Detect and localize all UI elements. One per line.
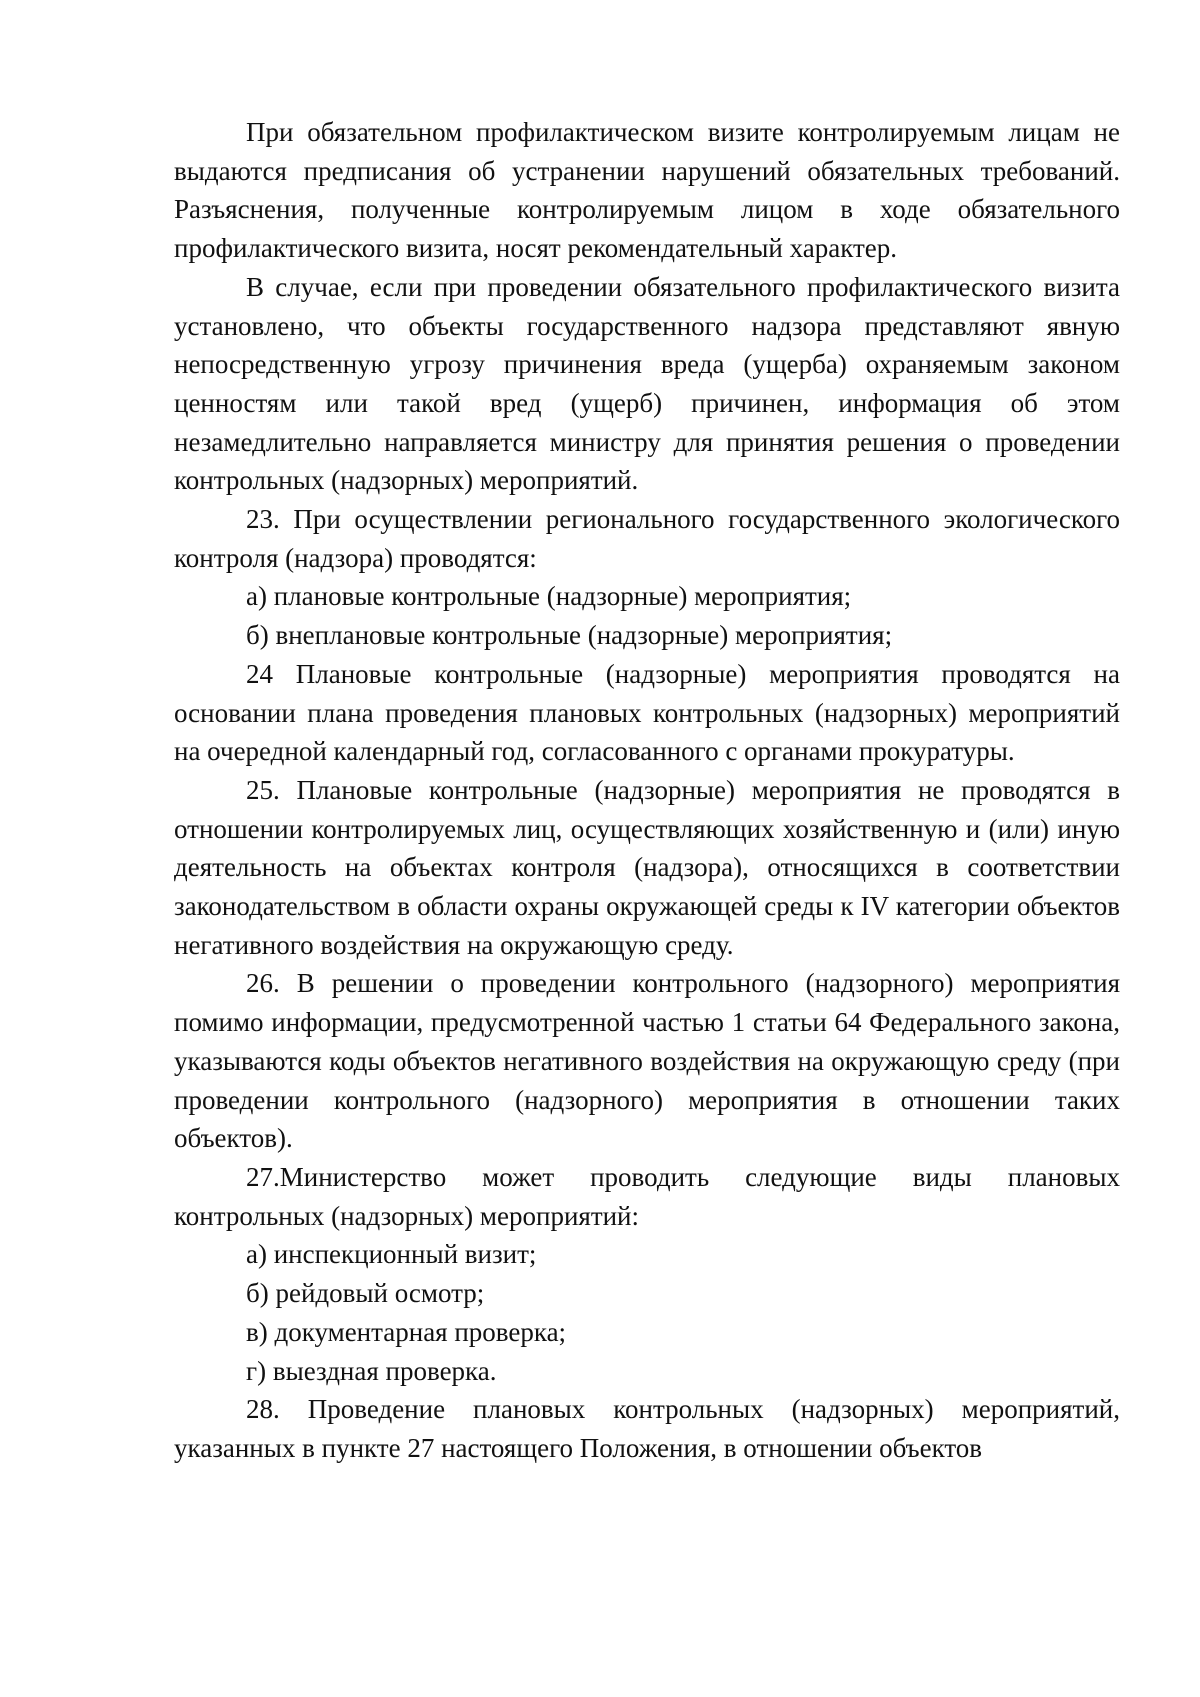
list-item-27b: б) рейдовый осмотр;	[246, 1278, 485, 1309]
paragraph-26: 26. В решении о проведении контрольного (надзорного) мероприятия помимо информации, предусмотренной частью 1 статьи 64 Федерального закона, указываются коды объектов негативного воздействия на окружающую среду (при проведении контрольного (надзорного) мероприятия в отношении таких объектов).	[174, 968, 1120, 1154]
list-item-23a: а) плановые контрольные (надзорные) мероприятия;	[246, 581, 852, 612]
list-item-27d: г) выездная проверка.	[246, 1355, 497, 1386]
paragraph-28: 28. Проведение плановых контрольных (надзорных) мероприятий, указанных в пункте 27 настоящего Положения, в отношении объектов	[174, 1394, 1120, 1463]
paragraph-25: 25. Плановые контрольные (надзорные) мероприятия не проводятся в отношении контролируемых лиц, осуществляющих хозяйственную и (или) иную деятельность на объектах контроля (надзора), относящихся в соответствии законодательством в области охраны окружающей среды к IV категории объектов негативного воздействия на окружающую среду.	[174, 774, 1120, 960]
list-item-27a: а) инспекционный визит;	[246, 1239, 537, 1270]
list-item-27c: в) документарная проверка;	[246, 1316, 567, 1347]
paragraph-27: 27.Министерство может проводить следующие виды плановых контрольных (надзорных) мероприятий:	[174, 1161, 1120, 1231]
document-body	[174, 113, 1120, 1468]
paragraph-24: 24 Плановые контрольные (надзорные) мероприятия проводятся на основании плана проведения плановых контрольных (надзорных) мероприятий на очередной календарный год, согласованного с органами прокуратуры.	[174, 658, 1120, 767]
paragraph-23: 23. При осуществлении регионального государственного экологического контроля (надзора) проводятся:	[174, 504, 1120, 573]
paragraph-threat-information: В случае, если при проведении обязательного профилактического визита установлено, что объекты государственного надзора представляют явную непосредственную угрозу причинения вреда (ущерба) охраняемым законом ценностям или такой вред (ущерб) причинен, информация об этом незамедлительно направляется министру для принятия решения о проведении контрольных (надзорных) мероприятий.	[174, 271, 1120, 496]
list-item-23b: б) внеплановые контрольные (надзорные) мероприятия;	[246, 620, 893, 651]
paragraph-profilactic-visit-prescriptions: При обязательном профилактическом визите контролируемым лицам не выдаются предписания об устранении нарушений обязательных требований. Разъяснения, полученные контролируемым лицом в ходе обязательного профилактического визита, носят рекомендательный характер.	[174, 117, 1120, 264]
